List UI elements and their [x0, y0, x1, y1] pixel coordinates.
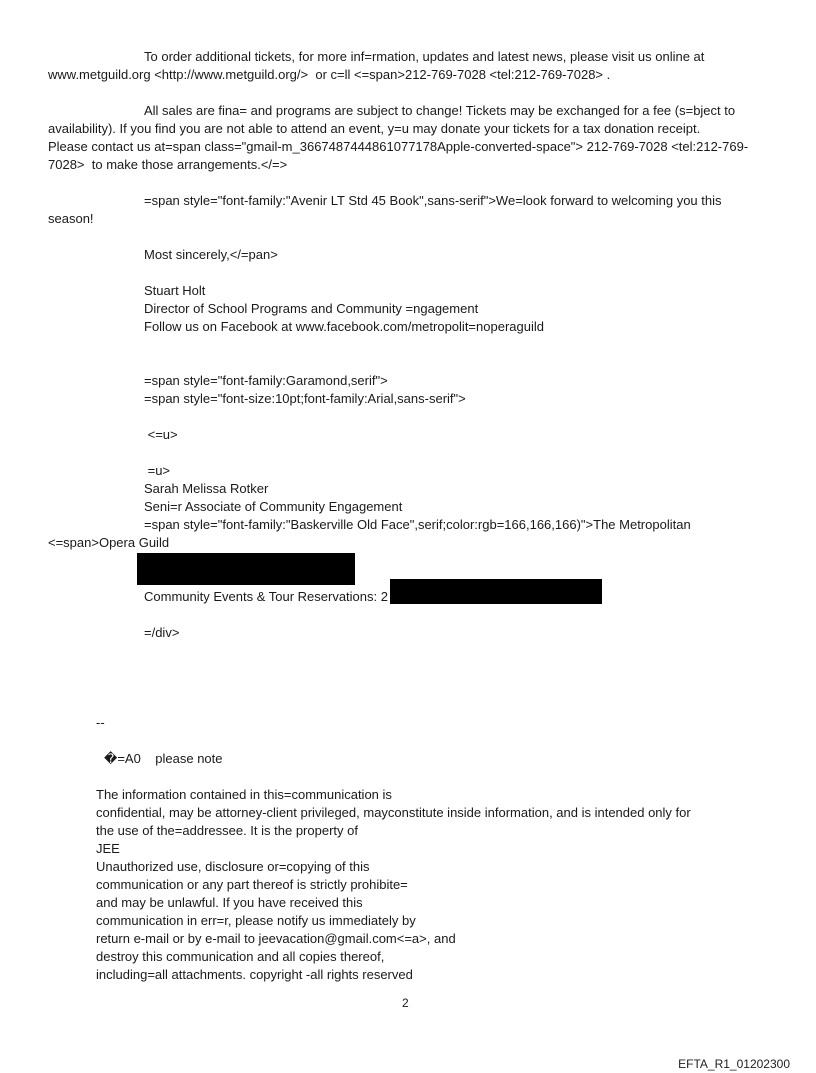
style-line-1: =span style="font-family:Garamond,serif"> — [144, 373, 388, 388]
signature-name: Stuart Holt — [144, 283, 206, 298]
disclaimer-line: communication or any part thereof is strictly prohibite= — [96, 877, 408, 892]
signature-facebook: Follow us on Facebook at www.facebook.com/metropolit=noperaguild — [144, 319, 544, 334]
sales-text-line-3: Please contact us at=span class="gmail-m_3667487444861077178Apple-converted-space"> 212-769-7028 <tel:212-769- — [48, 139, 749, 154]
welcome-text-line-2: season! — [48, 211, 94, 226]
disclaimer-line: the use of the=addressee. It is the property of — [96, 823, 358, 838]
disclaimer-line: return e-mail or by e-mail to jeevacation@gmail.com<=a>, and — [96, 931, 456, 946]
disclaimer-line: communication in err=r, please notify us immediately by — [96, 913, 416, 928]
order-text-line-2: www.metguild.org <http://www.metguild.org/> or c=ll <=span>212-769-7028 <tel:212-769-7028> . — [48, 67, 611, 82]
disclaimer-line: The information contained in this=communication is — [96, 787, 392, 802]
disclaimer-line: including=all attachments. copyright -all rights reserved — [96, 967, 413, 982]
style-line-2: =span style="font-size:10pt;font-family:Arial,sans-serif"> — [144, 391, 466, 406]
disclaimer-line: Unauthorized use, disclosure or=copying of this — [96, 859, 370, 874]
separator-dashes: -- — [96, 715, 105, 730]
signature2-name: Sarah Melissa Rotker — [144, 481, 269, 496]
disclaimer-line: and may be unlawful. If you have received this — [96, 895, 363, 910]
signature2-style-line: =span style="font-family:"Baskerville Old Face",serif;color:rgb=166,166,166)">The Metropolitan — [144, 517, 691, 532]
disclaimer-line: JEE — [96, 841, 120, 856]
sales-text-line-2: availability). If you find you are not able to attend an event, y=u may donate your tickets for a tax donation receipt. — [48, 121, 701, 136]
disclaimer-line: destroy this communication and all copies thereof, — [96, 949, 385, 964]
redaction-block — [137, 553, 355, 585]
disclaimer-line: confidential, may be attorney-client privileged, mayconstitute inside information, and is intended only for — [96, 805, 691, 820]
signature2-org: <=span>Opera Guild — [48, 535, 170, 550]
sales-text-line-1: All sales are fina= and programs are subject to change! Tickets may be exchanged for a fee (s=bject to — [144, 103, 736, 118]
sales-text-line-4: 7028> to make those arrangements.</=> — [48, 157, 288, 172]
note-heading: �=A0 please note — [104, 751, 223, 766]
welcome-text-line-1: =span style="font-family:"Avenir LT Std 45 Book",sans-serif">We=look forward to welcoming you this — [144, 193, 722, 208]
div-close-line: =/div> — [144, 625, 180, 640]
u-tag-line-2: =u> — [144, 463, 171, 478]
redaction-block — [390, 579, 602, 604]
reservations-line: Community Events & Tour Reservations: 2 — [144, 589, 388, 604]
u-tag-line-1: <=u> — [144, 427, 178, 442]
signature2-title: Seni=r Associate of Community Engagement — [144, 499, 403, 514]
document-id: EFTA_R1_01202300 — [678, 1057, 790, 1071]
signature-title: Director of School Programs and Community =ngagement — [144, 301, 479, 316]
closing-line: Most sincerely,</=pan> — [144, 247, 278, 262]
page-number: 2 — [402, 996, 409, 1010]
order-text-line-1: To order additional tickets, for more inf=rmation, updates and latest news, please visit us online at — [144, 49, 705, 64]
